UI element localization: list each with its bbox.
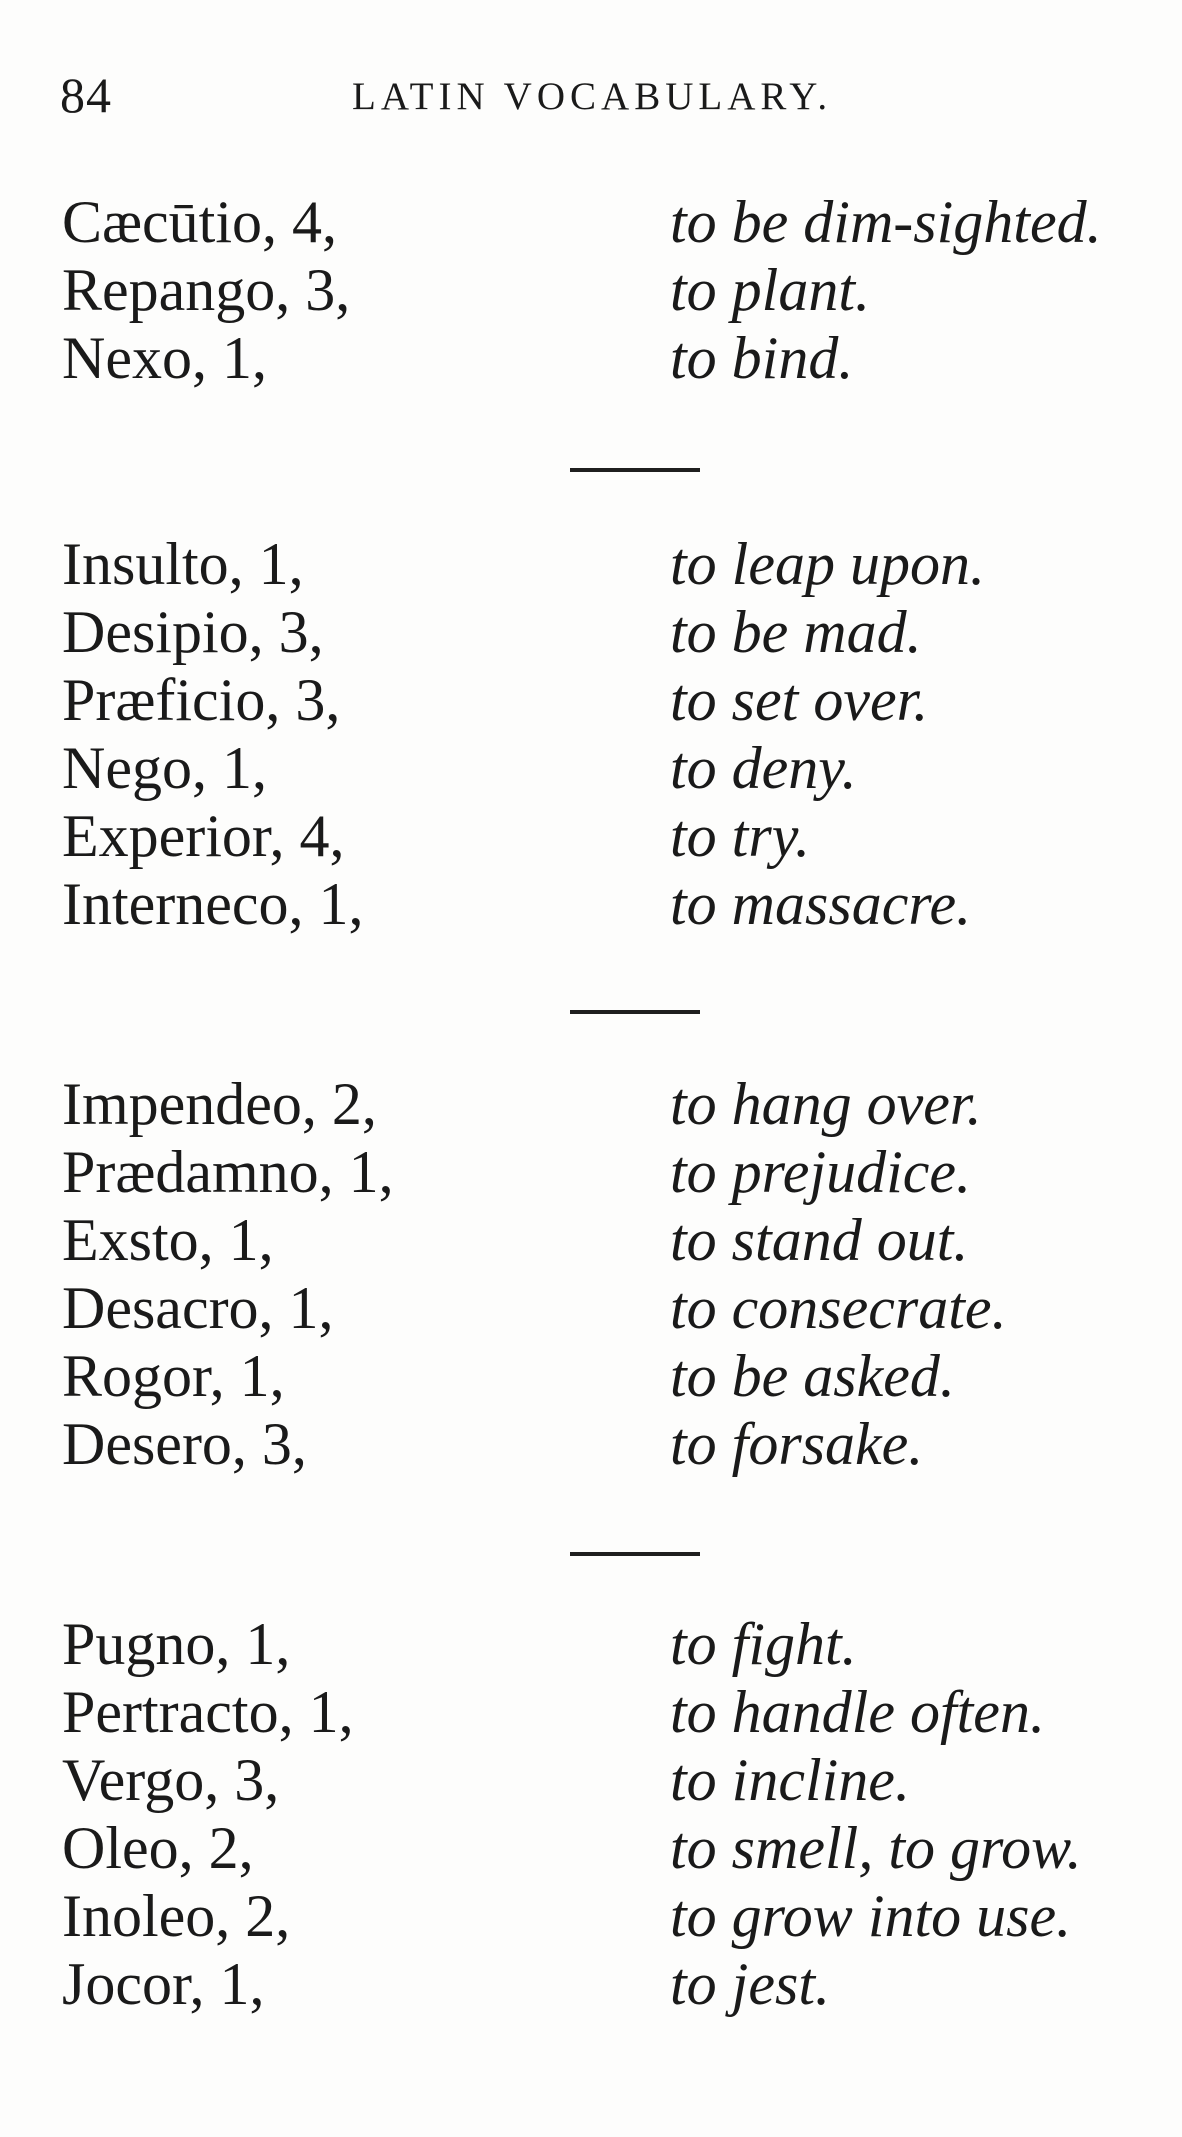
latin-word: Oleo, 2, (62, 1815, 254, 1881)
latin-word: Rogor, 1, (62, 1343, 285, 1409)
vocabulary-entry (62, 870, 1162, 938)
vocabulary-entry (62, 598, 1162, 666)
latin-word: Insulto, 1, (62, 531, 304, 597)
section-divider (570, 1010, 700, 1014)
latin-word: Præficio, 3, (62, 667, 341, 733)
latin-word: Pertracto, 1, (62, 1679, 354, 1745)
english-meaning: to consecrate. (670, 1275, 1007, 1341)
english-meaning: to leap upon. (670, 531, 985, 597)
english-meaning: to handle often. (670, 1679, 1045, 1745)
latin-word: Desacro, 1, (62, 1275, 334, 1341)
section-divider (570, 1552, 700, 1556)
page-header (60, 58, 1120, 138)
vocabulary-entry (62, 1410, 1162, 1478)
english-meaning: to massacre. (670, 871, 972, 937)
vocabulary-entry (62, 802, 1162, 870)
latin-word: Inoleo, 2, (62, 1883, 291, 1949)
running-title: LATIN VOCABULARY. (352, 75, 833, 118)
latin-word: Cæcūtio, 4, (62, 189, 338, 255)
latin-word: Experior, 4, (62, 803, 345, 869)
latin-word: Nego, 1, (62, 735, 267, 801)
vocabulary-entry (62, 1882, 1162, 1950)
english-meaning: to grow into use. (670, 1883, 1072, 1949)
vocabulary-entry (62, 1746, 1162, 1814)
vocabulary-entry (62, 1206, 1162, 1274)
english-meaning: to prejudice. (670, 1139, 972, 1205)
english-meaning: to plant. (670, 257, 871, 323)
english-meaning: to stand out. (670, 1207, 969, 1273)
vocabulary-entry (62, 1070, 1162, 1138)
vocabulary-entry (62, 1678, 1162, 1746)
english-meaning: to forsake. (670, 1411, 924, 1477)
latin-word: Nexo, 1, (62, 325, 267, 391)
vocabulary-entry (62, 1138, 1162, 1206)
english-meaning: to try. (670, 803, 811, 869)
vocabulary-entry (62, 1342, 1162, 1410)
latin-word: Impendeo, 2, (62, 1071, 377, 1137)
vocabulary-group-1 (62, 188, 1162, 392)
vocabulary-entry (62, 188, 1162, 256)
vocabulary-entry (62, 1814, 1162, 1882)
vocabulary-group-2 (62, 530, 1162, 938)
english-meaning: to be mad. (670, 599, 922, 665)
english-meaning: to fight. (670, 1611, 857, 1677)
latin-word: Repango, 3, (62, 257, 351, 323)
vocabulary-entry (62, 256, 1162, 324)
page-number: 84 (60, 67, 112, 123)
english-meaning: to incline. (670, 1747, 910, 1813)
latin-word: Vergo, 3, (62, 1747, 280, 1813)
english-meaning: to hang over. (670, 1071, 982, 1137)
latin-word: Desero, 3, (62, 1411, 307, 1477)
vocabulary-entry (62, 1274, 1162, 1342)
english-meaning: to smell, to grow. (670, 1815, 1082, 1881)
vocabulary-entry (62, 1610, 1162, 1678)
latin-word: Desipio, 3, (62, 599, 324, 665)
english-meaning: to deny. (670, 735, 857, 801)
latin-word: Exsto, 1, (62, 1207, 274, 1273)
vocabulary-entry (62, 530, 1162, 598)
vocabulary-entry (62, 734, 1162, 802)
english-meaning: to be asked. (670, 1343, 955, 1409)
latin-word: Jocor, 1, (62, 1951, 265, 2017)
vocabulary-group-4 (62, 1610, 1162, 2018)
latin-word: Interneco, 1, (62, 871, 364, 937)
section-divider (570, 468, 700, 472)
vocabulary-group-3 (62, 1070, 1162, 1478)
vocabulary-entry (62, 324, 1162, 392)
english-meaning: to jest. (670, 1951, 830, 2017)
vocabulary-entry (62, 1950, 1162, 2018)
english-meaning: to be dim-sighted. (670, 189, 1102, 255)
latin-word: Prædamno, 1, (62, 1139, 394, 1205)
vocabulary-entry (62, 666, 1162, 734)
english-meaning: to bind. (670, 325, 854, 391)
latin-word: Pugno, 1, (62, 1611, 291, 1677)
english-meaning: to set over. (670, 667, 929, 733)
